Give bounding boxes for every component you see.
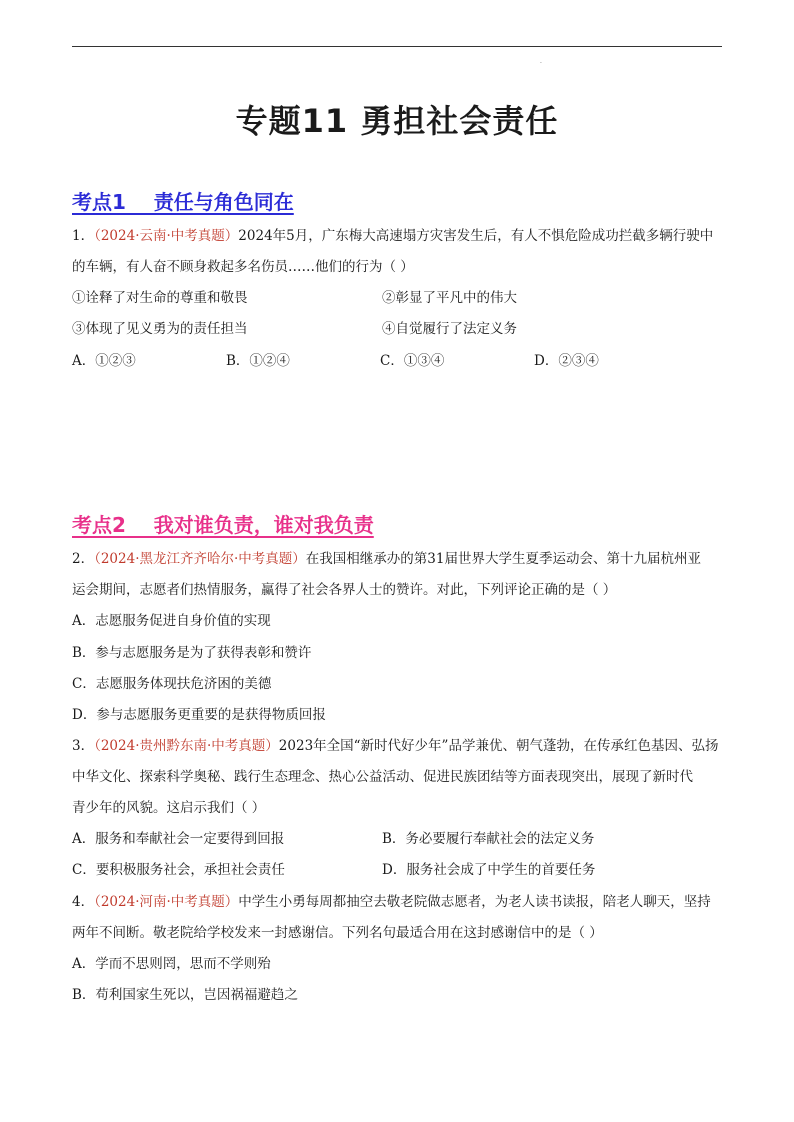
question-1-line-2: 的车辆，有人奋不顾身救起多名伤员……他们的行为（ ） [72, 259, 414, 275]
header-rule [72, 46, 722, 47]
question-2-line-2: 运会期间，志愿者们热情服务，赢得了社会各界人士的赞许。对此，下列评论正确的是（ ） [72, 582, 617, 598]
question-source: （2024·云南·中考真题） [94, 228, 239, 244]
header-mark: . [540, 58, 542, 65]
option-b: B．苟利国家生死以，岂因祸福避趋之 [72, 987, 298, 1003]
option-b: B．参与志愿服务是为了获得表彰和赞许 [72, 645, 312, 661]
option-c: C．志愿服务体现扶危济困的美德 [72, 676, 272, 692]
question-text: 在我国相继承办的第31届世界大学生夏季运动会、第十九届杭州亚 [305, 551, 701, 567]
option-d: D．②③④ [534, 353, 599, 369]
section-heading-1: 考点1 责任与角色同在 [72, 190, 294, 214]
question-3-line-3: 青少年的风貌。这启示我们（ ） [72, 800, 266, 816]
option-b: B．①②④ [226, 353, 290, 369]
question-text: 2023年全国“新时代好少年”品学兼优、朝气蓬勃，在传承红色基因、弘扬 [278, 738, 719, 754]
option-a: A．①②③ [72, 353, 136, 369]
question-3-line-2: 中华文化、探索科学奥秘、践行生态理念、热心公益活动、促进民族团结等方面表现突出，展现了新时代 [72, 769, 693, 785]
statement-3: ③体现了见义勇为的责任担当 [72, 321, 248, 337]
option-d: D．服务社会成了中学生的首要任务 [382, 862, 596, 878]
question-4-line-2: 两年不间断。敬老院给学校发来一封感谢信。下列名句最适合用在这封感谢信中的是（ ） [72, 925, 603, 941]
question-source: （2024·贵州黔东南·中考真题） [94, 738, 279, 754]
question-text: 中学生小勇每周都抽空去敬老院做志愿者，为老人读书读报，陪老人聊天，坚持 [238, 894, 711, 910]
option-a: A．学而不思则罔，思而不学则殆 [72, 956, 271, 972]
question-3-line-1 [72, 737, 718, 755]
option-c: C．要积极服务社会，承担社会责任 [72, 862, 285, 878]
statement-1: ①诠释了对生命的尊重和敬畏 [72, 290, 248, 306]
question-1-line-1 [72, 227, 713, 245]
option-a: A．服务和奉献社会一定要得到回报 [72, 831, 285, 847]
question-2-line-1 [72, 550, 701, 568]
question-source: （2024·黑龙江齐齐哈尔·中考真题） [94, 551, 306, 567]
question-number: 1． [72, 228, 95, 244]
question-4-line-1 [72, 893, 711, 911]
question-number: 2． [72, 551, 95, 567]
statement-2: ②彰显了平凡中的伟大 [382, 290, 517, 306]
statement-4: ④自觉履行了法定义务 [382, 321, 517, 337]
section-heading-2: 考点2 我对谁负责，谁对我负责 [72, 513, 374, 537]
question-text: 2024年5月，广东梅大高速塌方灾害发生后，有人不惧危险成功拦截多辆行驶中 [238, 228, 714, 244]
question-source: （2024·河南·中考真题） [94, 894, 239, 910]
option-d: D．参与志愿服务更重要的是获得物质回报 [72, 707, 326, 723]
question-number: 3． [72, 738, 95, 754]
page-title: 专题11 勇担社会责任 [235, 102, 559, 140]
option-a: A．志愿服务促进自身价值的实现 [72, 613, 271, 629]
option-c: C．①③④ [380, 353, 445, 369]
option-b: B．务必要履行奉献社会的法定义务 [382, 831, 595, 847]
question-number: 4． [72, 894, 95, 910]
